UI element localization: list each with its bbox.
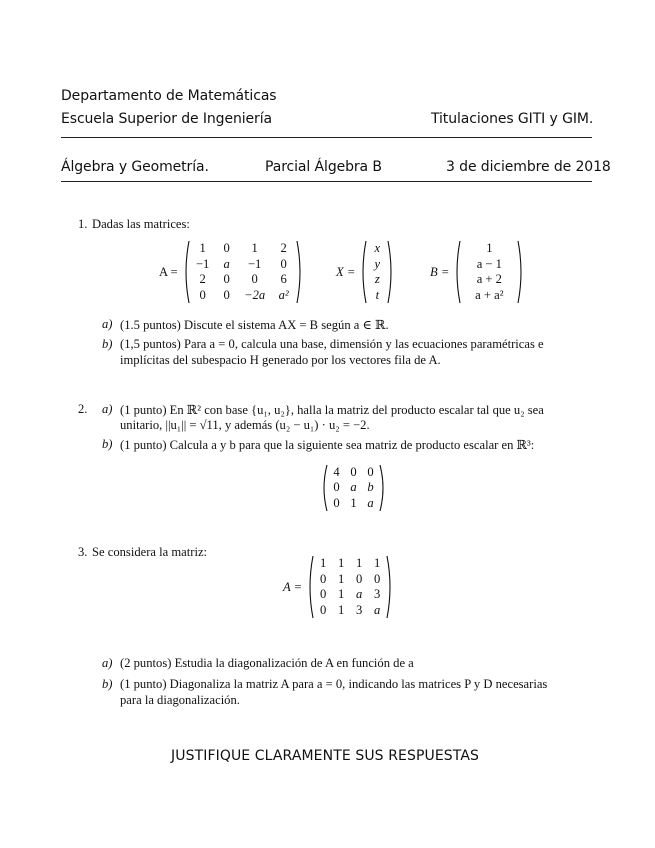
matrix-cell: 1 [319, 556, 327, 570]
question-1-number: 1. [78, 217, 88, 231]
subject-name: Álgebra y Geometría. [61, 159, 209, 175]
header-top-rule [61, 137, 592, 138]
matrix-cell: 1 [199, 241, 206, 255]
matrix-cell: 0 [355, 571, 363, 586]
matrix-cell: 0 [280, 256, 287, 271]
matrix-cell: 0 [367, 464, 374, 479]
matrix-cell: 1 [337, 587, 345, 601]
matrix-q2-grid [328, 465, 379, 512]
matrix-cell: 0 [223, 272, 230, 286]
matrix-cell: 0 [350, 464, 357, 479]
question-3b-label: b) [102, 677, 113, 691]
matrix-cell: 0 [223, 241, 230, 255]
matrix-q3 [283, 555, 394, 619]
matrix-cell: a [350, 480, 357, 495]
matrix-cell: 1 [486, 241, 493, 255]
matrix-cell: 0 [333, 495, 340, 510]
degree-programs: Titulaciones GITI y GIM. [431, 111, 594, 127]
left-paren-icon [320, 464, 328, 512]
matrix-cell: 6 [280, 272, 287, 286]
matrix-a-label: A = [159, 264, 178, 279]
matrix-a [159, 240, 304, 304]
matrix-q3-grid [314, 556, 386, 618]
question-1b-label: b) [102, 337, 113, 351]
left-paren-icon [306, 555, 314, 619]
question-3b-line1: (1 punto) Diagonaliza la matriz A para a = 0, indicando las matrices P y D necesarias [120, 677, 548, 691]
matrix-cell: x [374, 241, 381, 255]
matrix-q3-label: A = [283, 579, 303, 594]
right-paren-icon [386, 555, 394, 619]
matrix-cell: −1 [247, 256, 262, 271]
left-paren-icon [453, 240, 461, 304]
question-2b-text: (1 punto) Calcula a y b para que la siguiente sea matriz de producto escalar en ℝ³: [120, 438, 535, 452]
matrix-cell: t [375, 287, 380, 302]
matrix-b [430, 240, 525, 304]
left-paren-icon [359, 240, 367, 304]
matrix-cell: 3 [355, 602, 363, 617]
matrix-cell: b [367, 480, 374, 495]
matrix-b-grid [461, 241, 517, 303]
question-3a-text: (2 puntos) Estudia la diagonalización de A en función de a [120, 656, 414, 670]
question-3-number: 3. [78, 545, 88, 559]
matrix-cell: 2 [199, 272, 206, 286]
matrix-cell: −1 [195, 256, 210, 271]
right-paren-icon [517, 240, 525, 304]
right-paren-icon [296, 240, 304, 304]
matrix-cell: 0 [333, 480, 340, 495]
matrix-cell: a [373, 602, 381, 617]
matrix-cell: 0 [199, 287, 206, 302]
matrix-cell: y [374, 256, 381, 271]
matrix-cell: a [367, 495, 374, 510]
matrix-cell: a − 1 [476, 256, 502, 271]
matrix-cell: 1 [337, 602, 345, 617]
matrix-x-label: X = [336, 264, 356, 279]
matrix-x [336, 240, 395, 304]
question-2a-label: a) [102, 402, 113, 416]
matrix-cell: a + 2 [476, 272, 502, 286]
matrix-cell: 1 [350, 495, 357, 510]
right-paren-icon [387, 240, 395, 304]
question-1-intro: Dadas las matrices: [92, 217, 190, 231]
question-2a-line2: unitario, ||u₁|| = √11, y además (u₂ − u₁) · u₂ = −2. [120, 418, 370, 432]
matrix-cell: a² [278, 287, 289, 302]
matrix-cell: a [223, 256, 230, 271]
question-3a-label: a) [102, 656, 113, 670]
matrix-x-grid [367, 241, 387, 303]
matrix-cell: 0 [319, 571, 327, 586]
matrix-cell: 1 [373, 556, 381, 570]
matrix-cell: 0 [319, 587, 327, 601]
question-1a-label: a) [102, 317, 113, 331]
matrix-cell: 1 [337, 571, 345, 586]
header-bottom-rule [61, 181, 592, 182]
question-3-intro: Se considera la matriz: [92, 545, 208, 559]
matrix-cell: 0 [373, 571, 381, 586]
school-name: Escuela Superior de Ingeniería [61, 111, 272, 127]
matrix-cell: 1 [355, 556, 363, 570]
matrix-cell: a + a² [475, 287, 504, 302]
exam-title: Parcial Álgebra B [265, 159, 382, 175]
matrix-cell: 0 [251, 272, 258, 286]
matrix-q2 [320, 464, 387, 512]
question-1a-text: (1.5 puntos) Discute el sistema AX = B según a ∈ ℝ. [120, 318, 389, 332]
question-3b-line2: para la diagonalización. [120, 693, 240, 707]
right-paren-icon [379, 464, 387, 512]
matrix-cell: 3 [373, 587, 381, 601]
left-paren-icon [182, 240, 190, 304]
matrix-cell: 1 [337, 556, 345, 570]
question-2a-line1: (1 punto) En ℝ² con base {u₁, u₂}, halla la matriz del producto escalar tal que u₂ sea [120, 403, 544, 417]
question-2b-label: b) [102, 437, 113, 451]
matrix-cell: 1 [251, 241, 258, 255]
matrix-cell: −2a [244, 287, 266, 302]
department-name: Departamento de Matemáticas [61, 88, 277, 104]
final-instruction: JUSTIFIQUE CLARAMENTE SUS RESPUESTAS [171, 748, 480, 764]
matrix-cell: 0 [319, 602, 327, 617]
matrix-cell: a [355, 587, 363, 601]
matrix-cell: 0 [223, 287, 230, 302]
question-2-number: 2. [78, 402, 88, 416]
question-1b-line2: implícitas del subespacio H generado por los vectores fila de A. [120, 353, 441, 367]
question-1b-line1: (1,5 puntos) Para a = 0, calcula una base, dimensión y las ecuaciones paramétricas e [120, 337, 544, 351]
matrix-cell: z [374, 272, 380, 286]
matrix-cell: 2 [280, 241, 287, 255]
exam-date: 3 de diciembre de 2018 [446, 159, 611, 175]
matrix-b-label: B = [430, 264, 450, 279]
matrix-cell: 4 [333, 464, 340, 479]
matrix-a-grid [190, 241, 296, 303]
